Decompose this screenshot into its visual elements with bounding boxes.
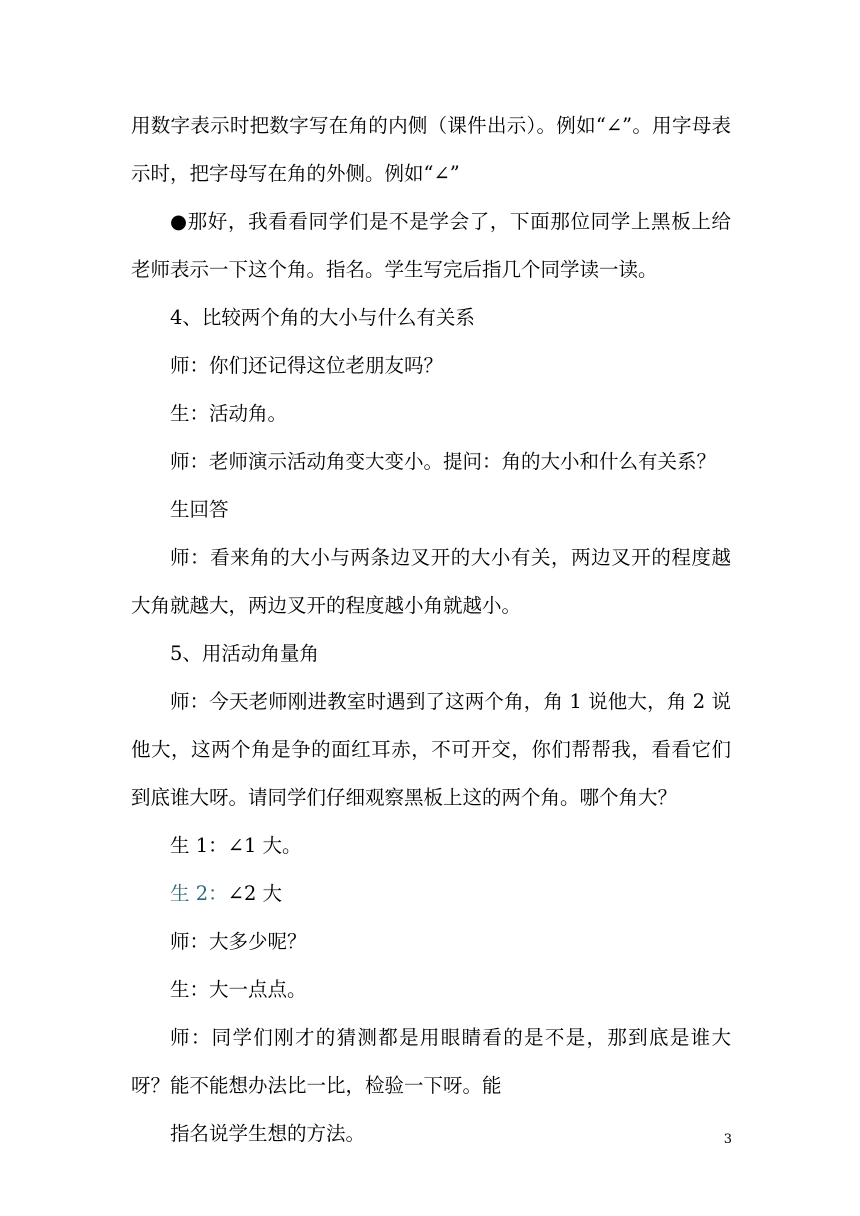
page-number: 3 [723, 1132, 732, 1147]
paragraph-5: 生：活动角。 [170, 402, 288, 425]
paragraph-11: 生 1：∠1 大。 [170, 834, 302, 857]
paragraph-12 [131, 870, 731, 918]
paragraph-4: 师：你们还记得这位老朋友吗？ [170, 354, 444, 377]
paragraph-7: 生回答 [170, 498, 229, 521]
paragraph-13: 师：大多少呢？ [170, 930, 307, 953]
paragraph-1: 用数字表示时把数字写在角的内侧（课件出示）。例如“∠”。用字母表示时，把字母写在角的外侧。例如“∠” [131, 114, 731, 185]
paragraph-15: 师：同学们刚才的猜测都是用眼睛看的是不是，那到底是谁大呀？能不能想办法比一比，检验一下呀。能 [131, 1026, 731, 1097]
paragraph-14: 生：大一点点。 [170, 978, 307, 1001]
section-heading-5: 5、用活动角量角 [170, 642, 319, 665]
speaker-label: 生 2： [170, 882, 228, 905]
paragraph-2: ●那好，我看看同学们是不是学会了，下面那位同学上黑板上给老师表示一下这个角。指名。学生写完后指几个同学读一读。 [131, 210, 731, 281]
section-heading-4: 4、比较两个角的大小与什么有关系 [170, 306, 475, 329]
paragraph-6: 师：老师演示活动角变大变小。提问：角的大小和什么有关系？ [170, 450, 717, 473]
document-body [131, 102, 731, 1158]
paragraph-10: 师：今天老师刚进教室时遇到了这两个角，角 1 说他大，角 2 说他大，这两个角是争的面红耳赤，不可开交，你们帮帮我，看看它们到底谁大呀。请同学们仔细观察黑板上这的两个角。哪个角大？ [131, 690, 731, 809]
paragraph-16: 指名说学生想的方法。 [170, 1122, 366, 1145]
paragraph-12-text: ∠2 大 [227, 882, 283, 905]
paragraph-8: 师：看来角的大小与两条边叉开的大小有关，两边叉开的程度越大角就越大，两边叉开的程度越小角就越小。 [131, 546, 731, 617]
